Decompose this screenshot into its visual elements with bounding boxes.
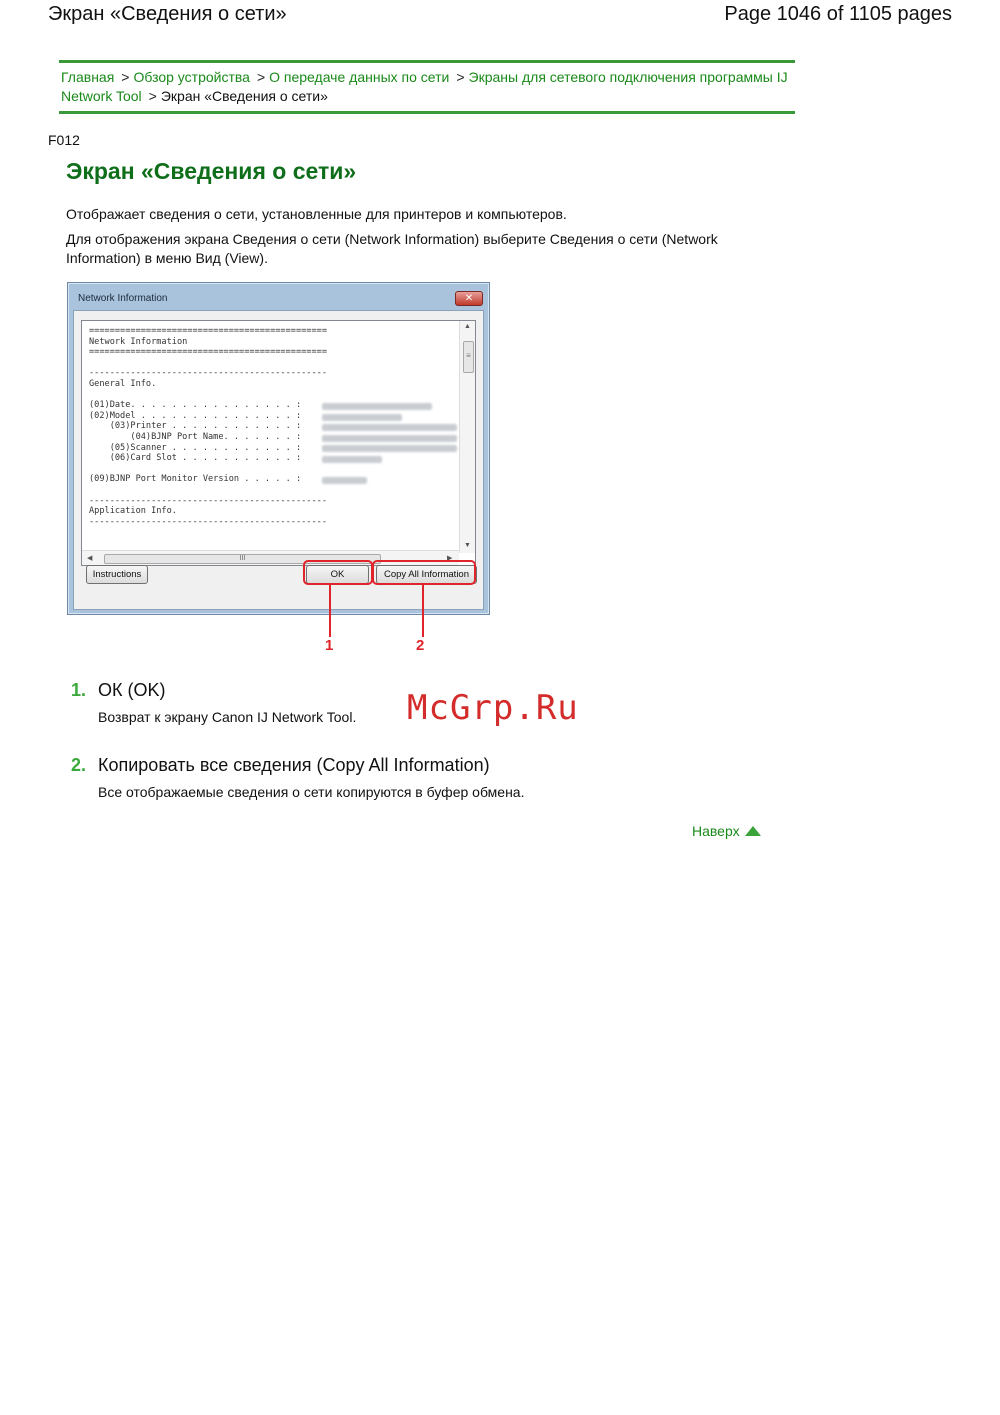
callout-highlight-ok bbox=[303, 560, 373, 585]
breadcrumb bbox=[59, 60, 795, 114]
redacted-value bbox=[322, 445, 457, 452]
redacted-value bbox=[322, 477, 367, 484]
item-heading: Копировать все сведения (Copy All Information) bbox=[98, 755, 490, 775]
document-title: Экран «Сведения о сети» bbox=[48, 3, 287, 25]
instruction-text: Для отображения экрана Сведения о сети (Network Information) выберите Сведения о сети (Network Information) в меню Вид (View). bbox=[66, 231, 718, 266]
intro-text: Отображает сведения о сети, установленные для принтеров и компьютеров. bbox=[66, 206, 567, 222]
breadcrumb-link-network-screens[interactable]: Экраны для сетевого подключения программы IJ Network Tool bbox=[61, 69, 788, 104]
instructions-button[interactable]: Instructions bbox=[86, 565, 148, 584]
close-icon[interactable]: ✕ bbox=[455, 291, 483, 306]
item-number: 1. bbox=[71, 680, 87, 700]
item-heading: ОК (OK) bbox=[98, 680, 166, 700]
callout-line-2 bbox=[422, 585, 424, 637]
callout-highlight-copy-all bbox=[372, 560, 476, 585]
breadcrumb-separator: > bbox=[121, 69, 130, 85]
callout-number-1: 1 bbox=[325, 637, 334, 654]
redacted-value bbox=[322, 414, 402, 421]
network-info-textarea[interactable] bbox=[81, 320, 476, 566]
breadcrumb-link-home[interactable]: Главная bbox=[61, 69, 115, 85]
breadcrumb-current: Экран «Сведения о сети» bbox=[160, 88, 328, 104]
network-info-text: ============================================== Network Information ============================================== ---------------------------------------------- General Info. (01)Date. . . . . . . . . . . . . . . . : (02)Model . . . . . . . . . . . . . . . : (03)Printer . . . . . . . . . . . . : (04)BJNP Port Name. . . . . . . : (05)Scanner . . . . . . . . . . . . : (06)Card Slot . . . . . . . . . . . : (09)BJNP Port Monitor Version . . . . . : ---------------------------------------------- Application Info. ---------------------------------------------- bbox=[89, 326, 327, 527]
breadcrumb-separator: > bbox=[256, 69, 266, 85]
back-to-top-link[interactable] bbox=[692, 823, 761, 839]
item-number: 2. bbox=[71, 755, 87, 775]
dialog-title: Network Information bbox=[78, 293, 168, 304]
copy-all-information-button[interactable]: Copy All Information bbox=[376, 565, 477, 584]
back-to-top-label: Наверх bbox=[692, 823, 740, 839]
item-description: Все отображаемые сведения о сети копируются в буфер обмена. bbox=[98, 784, 525, 800]
redacted-value bbox=[322, 424, 457, 431]
up-arrow-icon bbox=[745, 826, 761, 836]
scroll-down-icon[interactable]: ▼ bbox=[464, 542, 471, 549]
breadcrumb-link-network-transfer[interactable]: О передаче данных по сети bbox=[269, 69, 450, 85]
breadcrumb-link-device-overview[interactable]: Обзор устройства bbox=[133, 69, 250, 85]
breadcrumb-separator: > bbox=[148, 88, 157, 104]
ok-button[interactable]: OK bbox=[306, 565, 369, 584]
redacted-value bbox=[322, 435, 457, 442]
item-description: Возврат к экрану Canon IJ Network Tool. bbox=[98, 709, 357, 725]
scroll-right-icon[interactable]: ▶ bbox=[447, 555, 453, 562]
scroll-left-icon[interactable]: ◀ bbox=[87, 555, 93, 562]
redacted-value bbox=[322, 456, 382, 463]
breadcrumb-separator: > bbox=[456, 69, 465, 85]
grip-icon: III bbox=[239, 555, 246, 562]
grip-icon: ≡ bbox=[466, 351, 471, 360]
page-code: F012 bbox=[48, 132, 80, 148]
page-title: Экран «Сведения о сети» bbox=[66, 158, 357, 184]
callout-line-1 bbox=[329, 585, 331, 637]
scroll-up-icon[interactable]: ▲ bbox=[464, 323, 471, 330]
vertical-scrollbar[interactable] bbox=[459, 321, 476, 553]
page-counter: Page 1046 of 1105 pages bbox=[724, 3, 952, 25]
redacted-value bbox=[322, 403, 432, 410]
callout-number-2: 2 bbox=[416, 637, 425, 654]
watermark: McGrp.Ru bbox=[407, 688, 579, 728]
vertical-scroll-thumb[interactable] bbox=[463, 341, 474, 373]
